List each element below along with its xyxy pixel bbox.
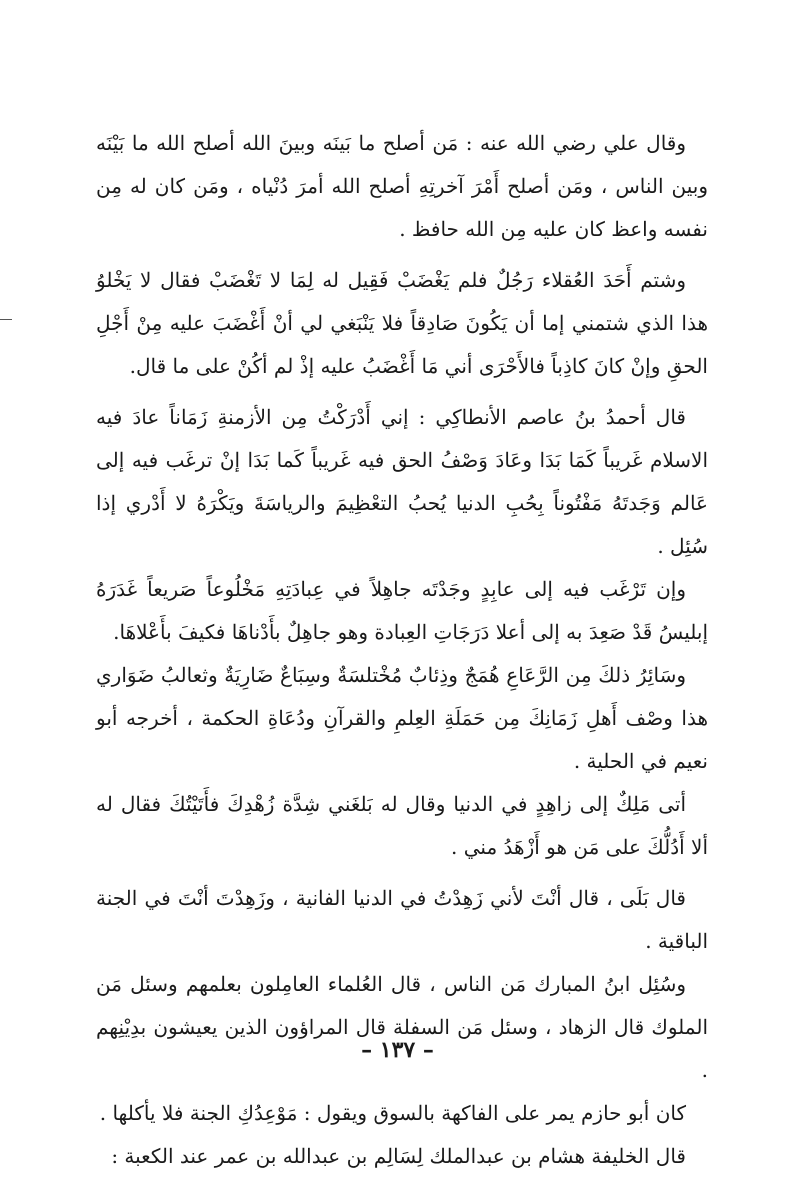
paragraph-ibn-mubarak: وسُئِل ابنُ المبارك مَن الناس ، قال العُلماء العامِلون بعلمهم وسئل مَن الملوك قال الزهاد ، وسئل مَن السفلة قال المراؤون الذين يعيشون بدِيْنِهم . [96, 972, 708, 1082]
paragraph-ali: وقال علي رضي الله عنه : مَن أصلح ما بَينَه وبينَ الله أصلح الله ما بَيْنَه وبين الناس ، ومَن أصلح أَمْرَ آخرتِهِ أصلح الله أمرَ دُنْياه ، ومَن كان له مِن نفسه واعظ كان عليه مِن الله حافظ . [96, 131, 708, 241]
paragraph-abu-hazim: كان أبو حازم يمر على الفاكهة بالسوق ويقول : مَوْعِدُكِ الجنة فلا يأكلها . [99, 1101, 686, 1125]
paragraph-worshipper: وإن تَرْغَب فيه إلى عابِدٍ وجَدْتَه جاهِلاً في عِبادَتِهِ مَخْلُوعاً صَريعاً غَدَرَهُ إبليسُ قَدْ صَعِدَ به إلى أعلا دَرَجَاتِ العِبادة وهو جاهِلٌ بأَدْناهَا فكيفَ بأَعْلاهَا. [96, 577, 708, 644]
paragraph-rabble: وسَائِرُ ذلكَ مِن الرَّعَاعِ هُمَجٌ وذِئابٌ مُخْتلسَةٌ وسِبَاعٌ ضَارِيَةٌ وثعالبُ ضَوَاري هذا وصْف أَهلِ زَمَانِكَ مِن حَمَلَةِ العِلمِ والقرآنِ ودُعَاةِ الحكمة ، أخرجه أبو نعيم في الحلية . [96, 663, 708, 773]
paragraph-king-ascetic: أتى مَلِكٌ إلى زاهِدٍ في الدنيا وقال له بَلغَني شِدَّة زُهْدِكَ فأَتَيْتُكَ فقال له ألا أَدُلُّكَ على مَن هو أَزْهَدُ مني . [96, 792, 708, 859]
body-text [96, 122, 708, 1178]
paragraph-insult: وشتم أَحَدَ العُقلاء رَجُلٌ فلم يَغْضَبْ فَقِيل له لِمَا لا تَغْضَبْ فقال لا يَخْلوُ هذا الذي شتمني إما أن يَكُونَ صَادِقاً فلا يَنْبَغي لي أنْ أَغْضَبَ عليه مِنْ أَجْلِ الحقِ وإنْ كانَ كاذِباً فالأَحْرَى أني مَا أَغْضَبُ عليه إذْ لم أكُنْ على ما قال. [96, 268, 708, 378]
paragraph-reply: قال بَلَى ، قال أنْتَ لأني زَهِدْتُ في الدنيا الفانية ، وزَهِدْتَ أنْتَ في الجنة الباقية . [96, 886, 708, 953]
page-number: – ١٣٧ – [361, 1037, 434, 1063]
paragraph-antaki: قال أحمدُ بنُ عاصم الأنطاكِي : إني أَدْرَكْتُ مِن الأزمنةِ زَمَاناً عادَ فيه الاسلام غَريباً كَمَا بَدَا وعَادَ وَصْفُ الحق فيه غَريباً كَما بَدَا إنْ ترغَب فيه إلى عَالم وَجَدتَهُ مَفْتُوناً بِحُبِ الدنيا يُحبُ التعْظِيمَ والرياسَةَ ويَكْرَهُ لا أَدْري إذا سُئِل . [96, 405, 709, 558]
margin-mark [0, 319, 12, 320]
paragraph-hisham: قال الخليفة هشام بن عبدالملك لِسَالِم بن عبدالله بن عمر عند الكعبة : [111, 1144, 686, 1168]
